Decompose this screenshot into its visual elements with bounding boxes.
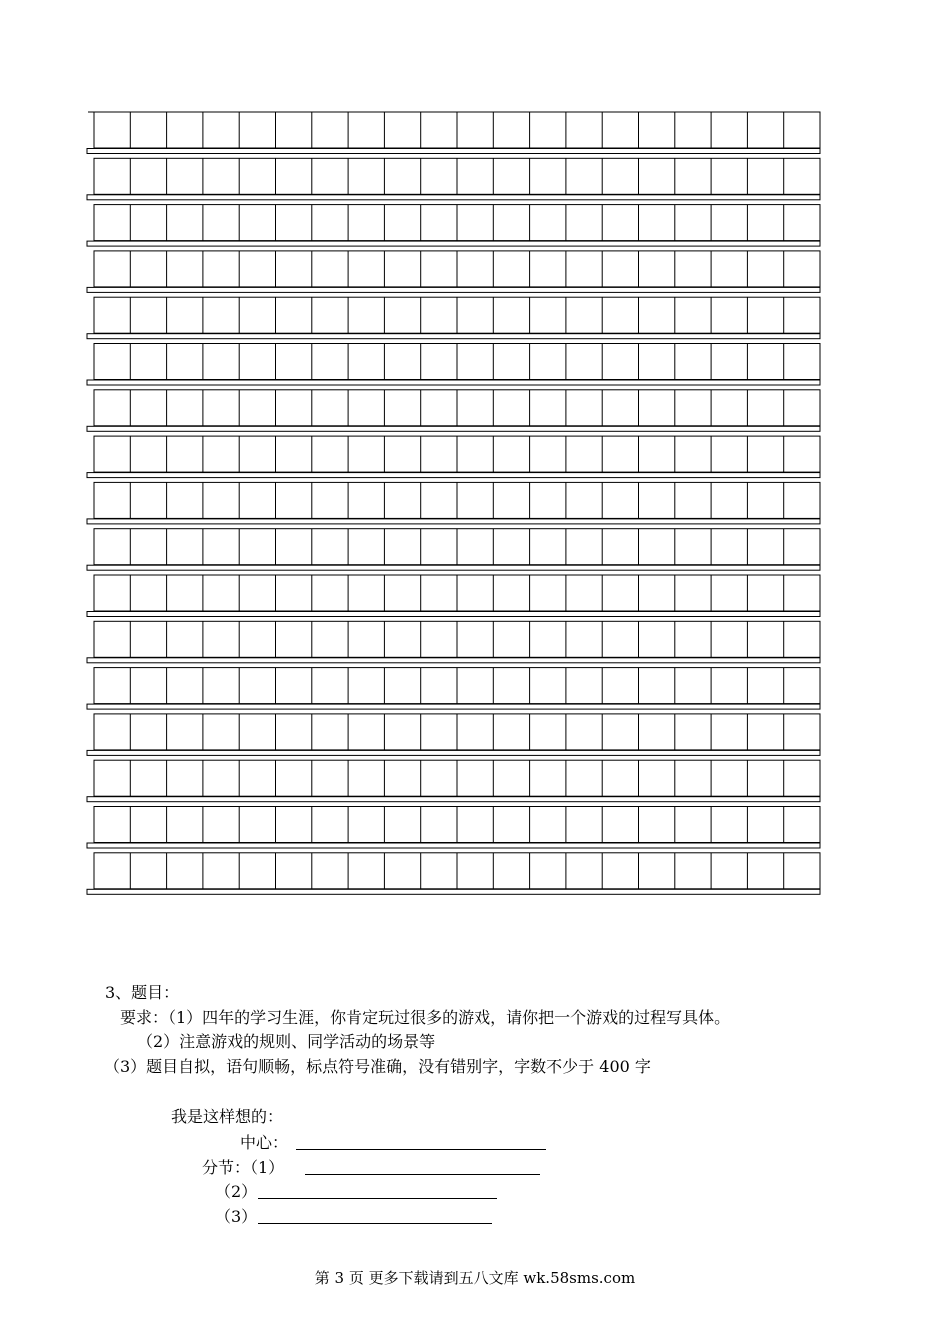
grid-row-separator [87,426,820,431]
section-3-label: （3） [215,1207,258,1226]
center-label: 中心： [240,1133,289,1152]
grid-row-separator [87,149,820,154]
grid-row-separator [87,241,820,246]
page-footer: 第 3 页 更多下载请到五八文库 wk.58sms.com [314,1269,636,1287]
grid-row-separator [87,843,820,848]
grid-row-separator [87,750,820,755]
section-2-blank[interactable] [258,1198,497,1199]
grid-row-separator [87,334,820,339]
grid-row-separator [87,658,820,663]
grid-row-separator [87,195,820,200]
grid-row-separator [87,612,820,617]
requirement-1: 要求：（1）四年的学习生涯，你肯定玩过很多的游戏，请你把一个游戏的过程写具体。 [120,1008,731,1027]
section-label: 分节：（1） [202,1158,285,1177]
grid-row-separator [87,473,820,478]
assignment-title: 3、题目： [105,983,180,1002]
section-1-blank[interactable] [305,1174,540,1175]
outline-heading: 我是这样想的： [171,1107,284,1126]
grid-row-separator [87,565,820,570]
center-blank[interactable] [296,1149,546,1150]
requirement-3: （3）题目自拟，语句顺畅，标点符号准确，没有错别字，字数不少于 400 字 [104,1057,651,1076]
grid-row-separator [87,519,820,524]
requirement-2: （2）注意游戏的规则、同学活动的场景等 [137,1032,436,1051]
grid-row-separator [87,704,820,709]
section-2-label: （2） [215,1182,258,1201]
grid-row-separator [87,380,820,385]
grid-row-separator [87,889,820,894]
grid-row-separator [87,797,820,802]
section-3-blank[interactable] [258,1223,492,1224]
grid-row-separator [87,287,820,292]
